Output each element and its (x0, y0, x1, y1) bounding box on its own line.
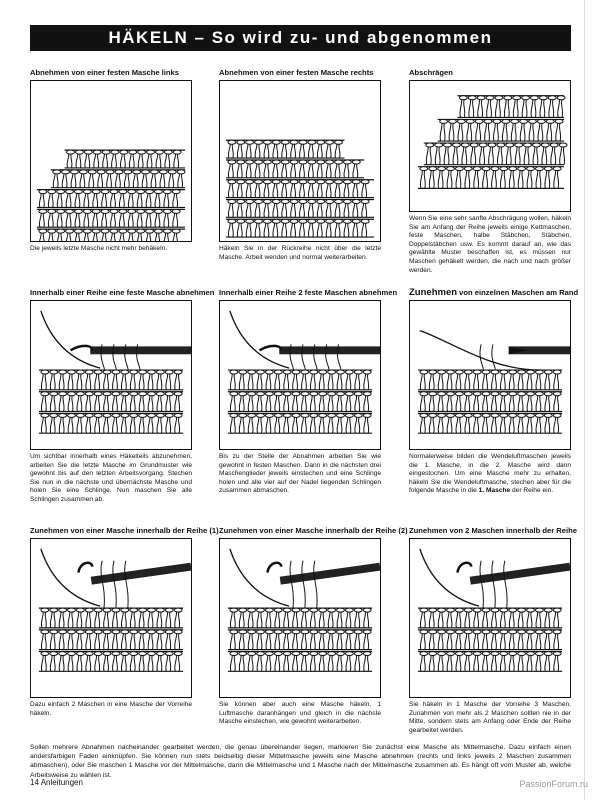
hook-loop (492, 344, 495, 370)
hook-loop (504, 561, 507, 608)
page-title-bar (30, 25, 571, 51)
hook-loop (125, 561, 128, 608)
cell-increase-one-in-row-1 (30, 526, 219, 718)
stitch-row (418, 608, 562, 628)
stitch-row (37, 190, 185, 208)
stitch-row (228, 370, 372, 390)
stitch-row (438, 119, 564, 141)
stitch-row (228, 608, 372, 628)
stitch-row (226, 160, 364, 178)
cell-decrease-one-in-row (30, 288, 215, 505)
hook-loop (290, 561, 293, 608)
stitch-row (418, 167, 564, 189)
illustration-decrease-one-in-row (30, 300, 192, 450)
stitch-row (418, 370, 562, 390)
stitch-row (228, 652, 372, 672)
hook-loop (480, 344, 483, 370)
illustration-increase-one-in-row-1 (30, 538, 192, 698)
page-edge-rule (584, 0, 585, 800)
stitch-row (418, 413, 562, 433)
cell-caption: Wenn Sie eine sehr sanfte Abschrägung wollen, häkeln Sie am Anfang der Reihe jeweils einige Kettmaschen, feste Maschen, halbe Stäbchen, Stäbchen, Doppelstäbchen usw. Es kommt darauf an, wie das gewählte Muster beschaffen ist, es müssen nur Maschen gehäkelt werden, die nach und nach größer werden. (409, 215, 571, 274)
hook-loop (101, 561, 104, 608)
watermark: PassionForum.ru (519, 779, 588, 789)
cell-caption: Die jeweils letzte Masche nicht mehr behäkeln. (30, 245, 168, 252)
cell-title: Abnehmen von einer festen Masche links (30, 68, 179, 77)
cell-caption (409, 453, 571, 496)
yarn-strand (41, 311, 100, 368)
cell-caption: Um sichtbar innerhalb eines Häkelteils abzunehmen, arbeiten Sie die letzte Masche im Grundmuster wie gewohnt bis auf den letzten Arbeitsvorgang. Stechen Sie nun in die nächste und übernächste Masche und holen Sie eine Schlinge. Nun maschen Sie alle Schlingen zusammen ab. (30, 453, 192, 503)
caption-part: der Reihe ein. (510, 487, 554, 495)
page-number: 14 (30, 778, 39, 787)
illustration-increase-one-in-row-2 (219, 538, 381, 698)
stitch-row (228, 413, 372, 433)
cell-slanting (409, 68, 571, 275)
yarn-strand (230, 311, 289, 368)
stitch-row (39, 413, 183, 433)
section-label: Anleitungen (40, 778, 83, 787)
stitch-row (228, 630, 372, 650)
hook-loop (113, 561, 116, 608)
cell-caption: Häkeln Sie in der Rückreihe nicht über die letzte Masche. Arbeit wenden und normal weiterarbeiten. (219, 245, 381, 261)
cell-title: Zunehmen von 2 Maschen innerhalb der Reihe (409, 526, 577, 535)
stitch-row (39, 652, 183, 672)
cell-title: Zunehmen von einer Masche innerhalb der Reihe (1) (30, 526, 219, 535)
illustration-decrease-two-in-row (219, 300, 381, 450)
stitch-row (418, 630, 562, 650)
hook-loop (314, 561, 317, 608)
cell-increase-one-in-row-2 (219, 526, 408, 727)
cell-title-emphasis: Zunehmen (409, 287, 458, 298)
page-title: HÄKELN – So wird zu- und abgenommen (108, 28, 493, 47)
stitch-row (457, 96, 565, 118)
hook-loop (492, 561, 495, 608)
illustration-decrease-left (30, 80, 192, 242)
stitch-row (226, 180, 374, 198)
crochet-hook (71, 346, 191, 354)
cell-decrease-two-in-row (219, 288, 398, 496)
stitch-row (51, 170, 185, 188)
illustration-increase-two-in-row (409, 538, 571, 698)
stitch-row (418, 652, 562, 672)
cell-title-rest: von einzelnen Maschen am Rand (457, 288, 579, 297)
hook-loop (480, 561, 483, 608)
page-footer (30, 778, 83, 787)
cell-decrease-right (219, 68, 381, 262)
crochet-hook (509, 346, 570, 354)
caption-emphasis: 1. Masche (478, 487, 511, 495)
crochet-hook (78, 563, 191, 585)
stitch-row (37, 209, 185, 227)
stitch-row (39, 630, 183, 650)
stitch-row (65, 150, 185, 168)
cell-title: Zunehmen von einer Masche innerhalb der Reihe (2) (219, 526, 408, 535)
stitch-row (226, 219, 374, 237)
stitch-row (39, 370, 183, 390)
stitch-row (228, 392, 372, 412)
cell-increase-edge (409, 287, 579, 496)
footer-paragraph: Sollen mehrere Abnahmen nacheinander gearbeitet werden, die genau übereinander liegen, markieren Sie zunächst eine Masche als Mittelmasche. Dazu einfach einen andersfarbigen Faden einknüpfen. Sie können nun stets beidseitig dieser Mittelmasche jeweils eine Masche abnehmen (rechts und links jeweils 2 Maschen zusammen abmaschen), oder Sie maschen 1 Masche vor der Mittelmasche, dann die Mittelmasche und 1 Masche nach der Mittelmasche zusammen ab. Es hängt oft vom Muster ab, welche Arbeitsweise zu wählen ist. (30, 744, 571, 779)
caption-part: Normalerweise bilden die Wendeluftmaschen jeweils die 1. Masche, in die 2. Masche wird dann eingestochen. Um eine Masche mehr zu erhalten, häkeln Sie die Wendeluftmasche, stechen aber für die folgende Masche in die (409, 453, 571, 495)
hook-loop (302, 561, 305, 608)
stitch-row (39, 392, 183, 412)
stitch-row (424, 143, 567, 165)
stitch-row (37, 229, 185, 241)
stitch-row (418, 392, 562, 412)
cell-caption: Dazu einfach 2 Maschen in eine Masche der Vorreihe häkeln. (30, 701, 192, 717)
cell-decrease-left (30, 68, 192, 254)
stitch-row (39, 608, 183, 628)
cell-title: Abnehmen von einer festen Masche rechts (219, 68, 374, 77)
stitch-row (226, 140, 345, 158)
cell-title: Innerhalb einer Reihe 2 feste Maschen abnehmen (219, 288, 398, 297)
crochet-hook (260, 346, 380, 354)
cell-increase-two-in-row (409, 526, 577, 735)
cell-title: Innerhalb einer Reihe eine feste Masche abnehmen (30, 288, 215, 297)
crochet-hook (267, 563, 380, 585)
crochet-hook (457, 563, 570, 585)
illustration-slanting (409, 80, 571, 212)
stitch-row (226, 200, 374, 218)
cell-caption: Bis zu der Stelle der Abnahmen arbeiten Sie wie gewohnt in festen Maschen. Dann in die nächsten drei Maschenglieder jeweils einstechen und eine Schlinge holen und alle vier auf der Nadel liegenden Schlingen zusammen abmaschen. (219, 453, 381, 495)
cell-title: Abschrägen (409, 68, 453, 77)
cell-title (409, 287, 579, 300)
illustration-increase-edge (409, 300, 571, 450)
cell-caption: Sie häkeln in 1 Masche der Vorreihe 3 Maschen. Zunahmen von mehr als 2 Maschen sollten nie in der Mitte, sondern stets am Anfang oder Ende der Reihe gearbeitet werden. (409, 701, 571, 734)
cell-caption: Sie können aber auch eine Masche häkeln, 1 Luftmasche daranhängen und gleich in die nächste Masche einstechen, wie gewohnt weiterarbeiten. (219, 701, 381, 726)
illustration-decrease-right (219, 80, 381, 242)
